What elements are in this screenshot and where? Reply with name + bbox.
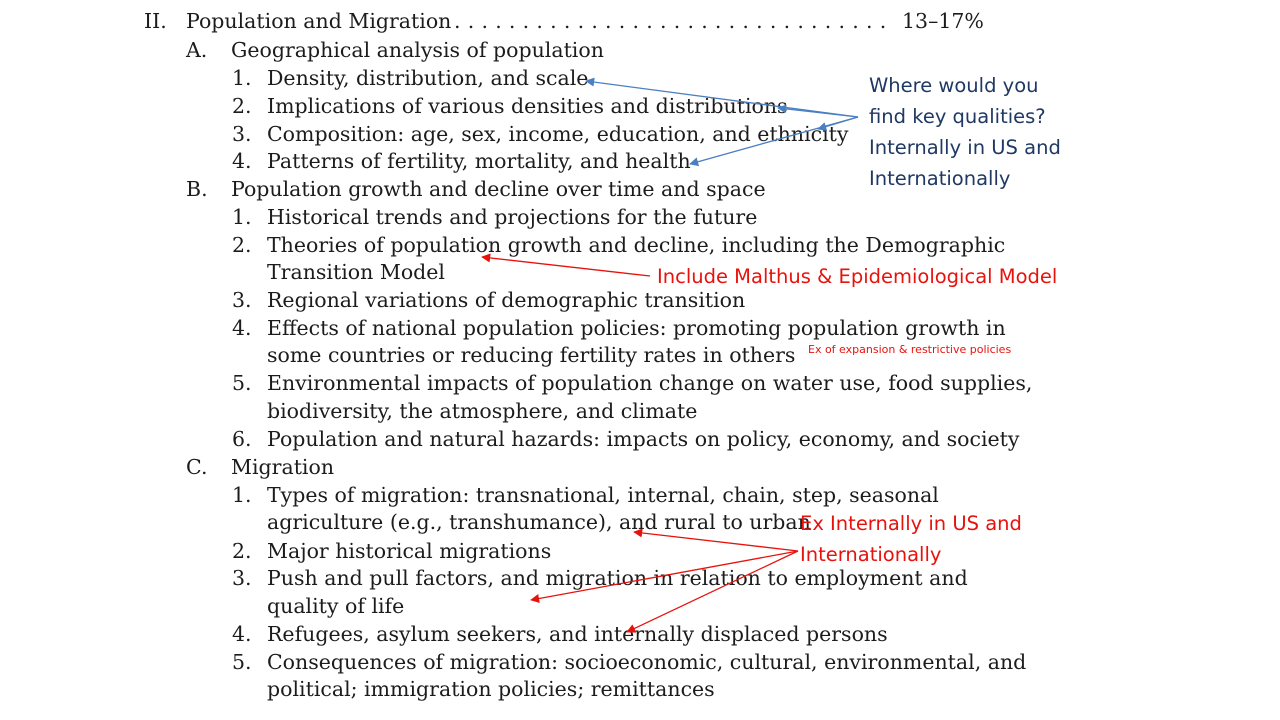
item-number: 5. <box>232 650 252 674</box>
item-number: 1. <box>232 205 252 229</box>
item-text-continuation: some countries or reducing fertility rates in others <box>267 343 796 367</box>
section-weight: 13–17% <box>902 9 984 33</box>
annotation-line: Internally in US and <box>869 136 1061 159</box>
blue-arrow <box>778 108 858 117</box>
subsection-letter-b: B. <box>186 177 208 201</box>
item-text: Major historical migrations <box>267 539 552 563</box>
red-arrow <box>634 532 798 551</box>
item-number: 2. <box>232 233 252 257</box>
item-number: 5. <box>232 371 252 395</box>
item-text: Theories of population growth and decline, including the Demographic <box>267 233 1006 257</box>
item-text-continuation: political; immigration policies; remittances <box>267 677 715 701</box>
annotation-malthus: Include Malthus & Epidemiological Model <box>657 265 1058 288</box>
annotation-policies: Ex of expansion & restrictive policies <box>808 343 1012 356</box>
blue-arrow <box>690 117 858 164</box>
item-number: 4. <box>232 316 252 340</box>
item-text: Refugees, asylum seekers, and internally displaced persons <box>267 622 888 646</box>
subsection-letter-a: A. <box>186 38 208 62</box>
red-arrow <box>531 551 798 600</box>
item-text: Population and natural hazards: impacts on policy, economy, and society <box>267 427 1020 451</box>
subsection-title-b: Population growth and decline over time and space <box>231 177 766 201</box>
item-number: 3. <box>232 288 252 312</box>
item-number: 4. <box>232 622 252 646</box>
subsection-title-c: Migration <box>231 455 335 479</box>
item-number: 1. <box>232 483 252 507</box>
item-text-continuation: agriculture (e.g., transhumance), and rural to urban <box>267 510 811 534</box>
item-number: 2. <box>232 539 252 563</box>
annotation-line: Internationally <box>800 543 942 566</box>
annotation-line: Where would you <box>869 74 1039 97</box>
item-text: Environmental impacts of population change on water use, food supplies, <box>267 371 1033 395</box>
item-text: Consequences of migration: socioeconomic, cultural, environmental, and <box>267 650 1027 674</box>
item-text: Historical trends and projections for the future <box>267 205 758 229</box>
item-text-continuation: biodiversity, the atmosphere, and climate <box>267 399 698 423</box>
item-text: Implications of various densities and distributions <box>267 94 788 118</box>
annotation-line: find key qualities? <box>869 105 1046 128</box>
item-text: Density, distribution, and scale <box>267 66 589 90</box>
annotation-line: Ex Internally in US and <box>800 512 1022 535</box>
item-text: Types of migration: transnational, internal, chain, step, seasonal <box>267 483 939 507</box>
section-numeral: II. <box>144 9 167 33</box>
item-number: 4. <box>232 149 252 173</box>
blue-arrow <box>586 81 858 117</box>
item-number: 6. <box>232 427 252 451</box>
subsection-title-a: Geographical analysis of population <box>231 38 604 62</box>
subsection-letter-c: C. <box>186 455 208 479</box>
item-number: 1. <box>232 66 252 90</box>
red-arrow <box>627 551 798 632</box>
item-text: Effects of national population policies: promoting population growth in <box>267 316 1006 340</box>
section-leader-dots: . . . . . . . . . . . . . . . . . . . . . . . . . . . . . . . . <box>454 9 887 33</box>
item-text: Composition: age, sex, income, education, and ethnicity <box>267 122 849 146</box>
item-text: Regional variations of demographic transition <box>267 288 746 312</box>
item-text: Push and pull factors, and migration in relation to employment and <box>267 566 968 590</box>
red-arrow <box>482 257 650 276</box>
item-number: 3. <box>232 566 252 590</box>
item-text-continuation: Transition Model <box>267 260 445 284</box>
item-number: 3. <box>232 122 252 146</box>
item-text: Patterns of fertility, mortality, and health <box>267 149 691 173</box>
item-number: 2. <box>232 94 252 118</box>
item-text-continuation: quality of life <box>267 594 405 618</box>
annotation-line: Internationally <box>869 167 1011 190</box>
section-title: Population and Migration <box>186 9 452 33</box>
